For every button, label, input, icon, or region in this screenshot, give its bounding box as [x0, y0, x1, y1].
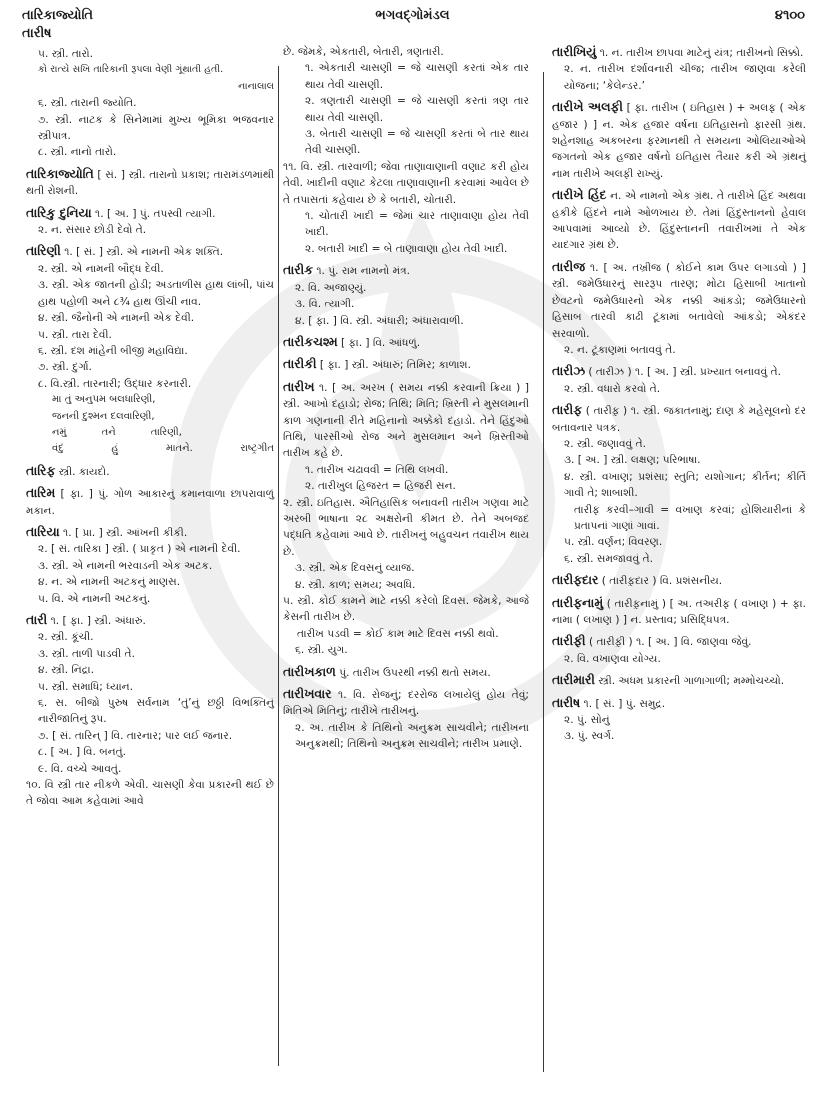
poem-line — [52, 441, 274, 457]
sense-line: ૧૧. વિ. સ્ત્રી. તારવાળી; જેવા તાણાવાણાની વણાટ કરી હોય તેવી. ખાદીની વણાટ કેટલા તાણાવાણાની કરવામાં આવેલ છે તે તપાસતાં કહેવાય છે કે બતારી, ચોતારી. — [283, 160, 529, 206]
sense-line: ૨. વિ. વખાણવા યોગ્ય. — [564, 652, 661, 665]
sense-line: ૨. ન. સંસાર છોડી દેવો તે. — [38, 224, 147, 237]
definition: ન. એ નામનો એક ગ્રંથ. તે તારીખે હિંદ અથવા હકીકે હિંદને નામે ઓળખાય છે. તેમાં હિંદુસ્તાનનો હેવાલ આપવામાં આવ્યો છે. હિંદુસ્તાનની તવારીખમાં તે એક યાદગાર ગ્રંથ છે. — [552, 190, 806, 252]
poem-word: નમું — [52, 426, 67, 438]
page-header — [0, 6, 825, 28]
example: ૨. બતારી ખાદી = બે તાણાવાણા હોય તેવી ખાદી. — [305, 242, 508, 255]
sense-line: ૪. સ્ત્રી. નિદ્રા. — [38, 664, 95, 677]
definition: ૧. પું. રામ નામનો મંત્ર. — [316, 265, 411, 278]
definition: [ ફા. ] સ્ત્રી. અંધારું; તિમિર; કાળાશ. — [319, 359, 471, 372]
definition: ૧. [ અ. ] વિ. જાણવા જેવું. — [636, 636, 752, 649]
dictionary-entry — [552, 572, 806, 589]
variant-spelling: ( તારીફ઼ ) — [585, 405, 628, 418]
dictionary-entry — [552, 259, 806, 358]
column-2 — [283, 44, 529, 758]
column-3 — [552, 44, 806, 750]
definition: ૧. ન. તારીખ છાપવા માટેનું યંત્ર; તારીખનો સિક્કો. — [599, 47, 804, 59]
dictionary-entry — [552, 633, 806, 667]
sense-line: ૫. સ્ત્રી. વર્ણન; વિવરણ. — [564, 536, 663, 549]
sense-line: ૭. સ્ત્રી. દુર્ગા. — [38, 361, 92, 374]
example: ૧. એકતારી ચાસણી = જે ચાસણી કરતાં એક તાર થાય તેવી ચાસણી. — [305, 62, 529, 91]
dictionary-entry — [552, 695, 806, 745]
dictionary-entry — [26, 46, 274, 161]
headword: તારીફી — [552, 633, 586, 649]
variant-spelling: ( તારીફ઼ી ) — [588, 636, 633, 649]
dictionary-entry — [26, 205, 274, 239]
book-title: ભગવદ્ગોમંડલ — [375, 8, 450, 23]
dictionary-entry — [26, 485, 274, 519]
headword: તારીફ — [552, 402, 583, 418]
sense-line: ૩. [ અ. ] સ્ત્રી. લક્ષણ; પરિભાષા. — [564, 454, 701, 467]
sense-line: ૯. વિ. વચ્ચે આવતું. — [38, 762, 122, 775]
definition: પું. તારીખ ઉપરથી નક્કી થતો સમય. — [339, 666, 491, 679]
sense-line: ૩. સ્ત્રી. એક જાતની હોડી; અડતાળીસ હાથ લાંબી, પાંચ હાથ પહોળી અને ૮¾ હાથ ઊંચી નાવ. — [38, 279, 274, 308]
headword: તારિમ — [26, 485, 56, 501]
definition: સ્ત્રી. અધમ પ્રકારની ગાળાગાળી; મમ્મોચચ્ચો. — [598, 675, 785, 688]
poem-quotation — [26, 392, 274, 458]
sense-line: ૮. સ્ત્રી. નાનો તારો. — [38, 146, 117, 159]
column-divider — [543, 72, 544, 1072]
dictionary-entry — [26, 243, 274, 457]
headword: તારીકી — [283, 356, 317, 372]
sense-line: ૨. સ્ત્રી. જણાવવું તે. — [564, 437, 646, 450]
definition: [ ફા. તારીખ ( ઇતિહાસ ) + અલફ ( એક હજાર ) ] ન. એક હજાર વર્ષના ઇતિહાસનો ફારસી ગ્રંથ. શહેનશાહ અકબરના ફરમાનથી તે સમયના ઓલિયાઓએ જગતનો એક હજાર વર્ષનો ઇતિહાસ તૈયાર કરી એ ગ્રંથનું નામ તારીખે અલફી રાખ્યું. — [552, 102, 807, 180]
definition: ૧. [ ફા. ] સ્ત્રી. અંધારું. — [50, 615, 146, 627]
sense-line: ૩. પું. સ્વર્ગ. — [564, 730, 615, 743]
variant-spelling: ( તારીફ઼દાર ) — [601, 575, 657, 588]
headword: તારીષ — [552, 694, 581, 710]
poem-line — [52, 425, 182, 441]
example: ૩. બેતારી ચાસણી = જે ચાસણી કરતાં બે તાર થાય તેવી ચાસણી. — [305, 128, 529, 157]
quotation-attribution: રાષ્ટ્રગીત — [240, 443, 274, 455]
dictionary-entry — [283, 664, 529, 681]
sense-line: ૫. સ્ત્રી. સમાધિ; ધ્યાન. — [38, 680, 133, 693]
dictionary-entry — [26, 166, 274, 200]
headword: તારીફનામું — [552, 594, 604, 610]
dictionary-entry — [26, 524, 274, 607]
sense-line: ૬. સ્ત્રી. તારાની જ્યોતિ. — [38, 97, 137, 110]
sense-line: ૩. સ્ત્રી. એ નામની ભરવાડની એક અટક. — [38, 559, 213, 572]
sense-line: ૫. સ્ત્રી. તારા દેવી. — [38, 328, 112, 341]
definition: સ્ત્રી. કાયદો. — [58, 465, 110, 478]
dictionary-entry — [552, 595, 806, 629]
page-number: ૪૧૦૦ — [774, 8, 805, 23]
sense-line: ૨. સ્ત્રી. એ નામની બૌદ્ધ દેવી. — [38, 262, 164, 275]
dictionary-entry — [26, 612, 274, 810]
definition: ૧. [ સં. ] સ્ત્રી. એ નામની એક શક્તિ. — [64, 246, 224, 259]
headword: તારીફદાર — [552, 572, 599, 588]
definition: [ સં. ] સ્ત્રી. તારાનો પ્રકાશ; તારામંડળમાંથી થતી રોશની. — [26, 168, 274, 198]
variant-spelling: ( તારીફ઼નામું ) — [606, 597, 666, 610]
headword: તારિકુ દુનિયા — [26, 204, 92, 220]
headword: તારીખ — [283, 378, 315, 394]
example: ૨. તારીખુલ હિજરત = હિજરી સન. — [305, 480, 456, 493]
headword: તારીખકાળ — [283, 663, 336, 679]
example: ૧. તારીખ ચઢાવવી = તિથિ લખવી. — [305, 463, 449, 476]
dictionary-entry — [283, 686, 529, 753]
poem-word: વંદું — [52, 443, 64, 455]
headword: તારી — [26, 612, 48, 627]
definition: ૧. [ અ. તખ્રીજ ( કોઈને કામ ઉપર લગાડવો ) ] સ્ત્રી. જમેઉધારનું સારરૂપ તારણ; મોટા હિસાબી ખાતાનો છેવટનો જમેઉધારનો એક નક્કી આંકડો; જમેઉધારનો હિસાબ તારવી કાઢી ટૂંકામાં બતાવેલો આંકડો; એકંદર સરવાળો. — [552, 261, 806, 340]
sense-line: ૨. સ્ત્રી. કૂંચી. — [38, 631, 94, 644]
sense-line: ૬. સ્ત્રી. સમજાવવું તે. — [564, 552, 653, 565]
sense-line: ૪. સ્ત્રી. વખાણ; પ્રશંસા; સ્તુતિ; યશોગાન; કીર્તન; કીર્તિ ગાવી તે; શાબાશી. — [564, 470, 806, 500]
dictionary-entry — [283, 44, 529, 257]
headword: તારિણી — [26, 243, 61, 259]
dictionary-entry — [552, 187, 806, 254]
headword: તારીજ — [552, 258, 585, 274]
sense-line: ૨. ન. તારીખ દર્શાવનારી ચીજ; તારીખ જાણવા કરેલી યોજના; ‘કેલેન્ડર.’ — [564, 63, 806, 92]
poem-line: જનની દુશ્મન દલવારિણી, — [52, 410, 155, 422]
headword: તારિફ — [26, 462, 56, 478]
dictionary-entry — [552, 363, 806, 397]
left-guide-word: તારિકાજ્યોતિ — [22, 8, 94, 23]
variant-spelling: ( તારીઝ ) — [588, 366, 632, 379]
dictionary-entry — [552, 44, 806, 94]
sense-line: ૮. વિ.સ્ત્રી. તારનારી; ઉદ્ધાર કરનારી. — [38, 377, 192, 390]
poem-word: માતને. — [166, 443, 193, 455]
example: ૧. ચોતારી ખાદી = જેમાં ચાર તાણાવાણા હોય તેવી ખાદી. — [305, 210, 529, 239]
sense-line: ૭. સ્ત્રી. નાટક કે સિનેમામાં મુખ્ય ભૂમિકા ભજવનાર સ્ત્રીપાત્ર. — [38, 113, 274, 143]
poem-line: મા તું અનુપમ બલધારિણી, — [52, 394, 156, 406]
headword: તારિયા — [26, 523, 60, 539]
definition: [ ફા. ] વિ. આંધળું. — [341, 336, 421, 349]
sense-line: ૮. [ અ. ] વિ. બનતું. — [38, 746, 126, 759]
headword: તારીક — [283, 262, 313, 278]
sense-line: ૨. અ. તારીખ કે તિથિનો અનુક્રમ સાચવીને; તારીખના અનુક્રમથી; તિથિનો અનુક્રમ સાચવીને; તારીખ પ્રમાણે. — [295, 721, 529, 751]
sense-line: ૨. [ સં. તારિકા ] સ્ત્રી. ( પ્રાકૃત ) એ નામની દેવી. — [38, 543, 241, 556]
sense-line: ૨. સ્ત્રી. ઇતિહાસ. ઐતિહાસિક બનાવની તારીખ ગણવા માટે અરબી ભાષાના ૨૮ અક્ષરોની કીમત છે. તેને અબજદ પદ્ધતિ કહેવામાં આવે છે. તારીખનું બહુવચન તવારીખ થાય છે. — [283, 496, 529, 558]
sense-line: ૪. સ્ત્રી. કાળ; સમય; અવધિ. — [295, 578, 416, 591]
sense-line: ૫. સ્ત્રી. તારો. — [38, 48, 94, 60]
sense-line: ૩. સ્ત્રી. તાળી પાડવી તે. — [38, 647, 135, 660]
poem-word: તને — [101, 426, 116, 438]
definition: ૧. [ અ. ] પું. તપસ્વી ત્યાગી. — [95, 207, 216, 220]
sense-line: ૪. ન. એ નામની અટકનું માણસ. — [38, 576, 181, 589]
dictionary-entry — [552, 672, 806, 689]
sense-line: ૧૦. વિ સ્ત્રી તાર નીકળે એવી. ચાસણી કેવા પ્રકારની થઈ છે તે જોવા આમ કહેવામાં આવે — [26, 779, 274, 808]
headword: તારીખે અલફી — [552, 99, 623, 115]
sense-line: ૫. વિ. એ નામની અટકનું. — [38, 592, 151, 605]
headword: તારીખવાર — [283, 686, 332, 702]
definition: ૧. [ અ. ] સ્ત્રી. પ્રખ્યાત બનાવવું તે. — [635, 366, 781, 379]
column-1 — [26, 46, 274, 815]
dictionary-entry — [26, 463, 274, 480]
right-guide-word: તારીષ — [22, 26, 52, 41]
dictionary-entry — [552, 99, 806, 182]
sense-line: ૨. પું. સોનું — [564, 714, 610, 727]
headword: તારીકચશ્મ — [283, 333, 338, 349]
sense-line: ૫. સ્ત્રી. કોઈ કામને માટે નક્કી કરેલો દિવસ. જેમકે, આજે કેસની તારીખ છે. — [283, 595, 529, 624]
dictionary-entry — [552, 402, 806, 567]
sense-line: ૬. સ્ત્રી. દશ માંહેની બીજી મહાવિદ્યા. — [38, 344, 188, 357]
dictionary-entry — [283, 379, 529, 659]
headword: તારિકાજ્યોતિ — [26, 165, 94, 181]
sense-line: ૨. વિ. અજાણ્યું. — [295, 281, 367, 294]
definition: [ અ. તઅરીફ ( વખાણ ) + ફા. નામા ( લખાણ ) ] ન. પ્રસ્તાવ; પ્રસિદ્ધિપત્ર. — [552, 597, 806, 626]
headword: તારીખિયું — [552, 44, 597, 59]
sense-line: ૩. વિ. ત્યાગી. — [295, 298, 355, 311]
column-divider — [278, 66, 279, 1066]
sense-line: ૪. સ્ત્રી. જૈનોની એ નામની એક દેવી. — [38, 312, 195, 325]
definition: [ ફા. ] પું. ગોળ આકારનું કમાનવાળા છાપરાવાળું મકાન. — [26, 488, 274, 517]
poem-word: હું — [111, 443, 119, 455]
quotation: કો રાત્યે સખિ તારિકાની રૂપલા વેણી ગૂંથાતી હતી. — [38, 64, 224, 76]
sense-line: ૨. સ્ત્રી. વધારો કરવો તે. — [564, 382, 661, 395]
sense-line: ૪. [ ફા. ] વિ. સ્ત્રી. અંધારી; અંધારાવાળી. — [295, 314, 464, 327]
dictionary-entry — [283, 262, 529, 329]
sense-line: ૬. સ્ત્રી. યુગ. — [295, 644, 348, 657]
continuation-text: છે. જેમકે, એકતારી, બેતારી, ત્રણતારી. — [283, 46, 444, 58]
sense-line: ૨. ન. ટૂંકાણમાં બતાવવું તે. — [564, 343, 676, 356]
headword: તારીઝ — [552, 363, 586, 379]
sense-line: ૭. [ સં. તારિન્ ] વિ. તારનાર; પાર લઈ જનાર. — [38, 729, 233, 742]
dictionary-entry — [283, 356, 529, 373]
definition: ૧. [ પ્રા. ] સ્ત્રી. આંખની કીકી. — [63, 526, 188, 539]
dictionary-entry — [283, 334, 529, 351]
example: તારીફ કરવી–ગાવી = વખાણ કરવાં; હોશિયારીનાં કે પ્રતાપનાં ગાણાં ગાવાં. — [574, 503, 806, 532]
definition: ૧. વિ. રોજનું; દરરોજ લખાયેલું હોય તેવું; મિતિએ મિતિનું; તારીખે તારીખનું. — [283, 689, 529, 718]
headword: તારીમારી — [552, 672, 595, 688]
definition: ૧. [ અ. અરખ ( સમય નક્કી કરવાની ક્રિયા ) ] સ્ત્રી. આખો દહાડો; રોજ; તિથિ; મિતિ; ખ્રિસ્તી ને મુસલમાની કાળ ગણનાની રીતે મહિનાનો અક્કેકો દહાડો. તેને હિંદુઓ તિથિ, પારસીઓ રોજ અને મુસલમાન અને ખ્રિસ્તીઓ તારીખ કહે છે. — [283, 381, 529, 460]
poem-word: તારિણી, — [150, 426, 182, 438]
definition: ૧. સ્ત્રી. જકાતનામું; દાણ કે મહેસૂલનો દર બતાવનાર પત્રક. — [552, 405, 806, 434]
definition: વિ. પ્રશંસનીય. — [659, 575, 723, 588]
sense-line: ૩. સ્ત્રી. એક દિવસનું વ્યાજ. — [295, 562, 415, 575]
headword: તારીખે હિંદ — [552, 187, 607, 203]
example: ૨. ત્રણતારી ચાસણી = જે ચાસણી કરતાં ત્રણ તાર થાય તેવી ચાસણી. — [305, 95, 529, 124]
sense-line: ૬. સ. બીજો પુરુષ સર્વનામ ‘તું’નું છઠ્ઠી વિભક્તિનું નારીજાતિનું રૂપ. — [38, 697, 274, 726]
definition: ૧. [ સં. ] પું. સમુદ્ર. — [583, 697, 666, 710]
example: તારીખ પડવી = કોઈ કામ માટે દિવસ નક્કી થવો. — [297, 627, 499, 640]
quotation-attribution: નાનાલાલ — [238, 80, 274, 92]
